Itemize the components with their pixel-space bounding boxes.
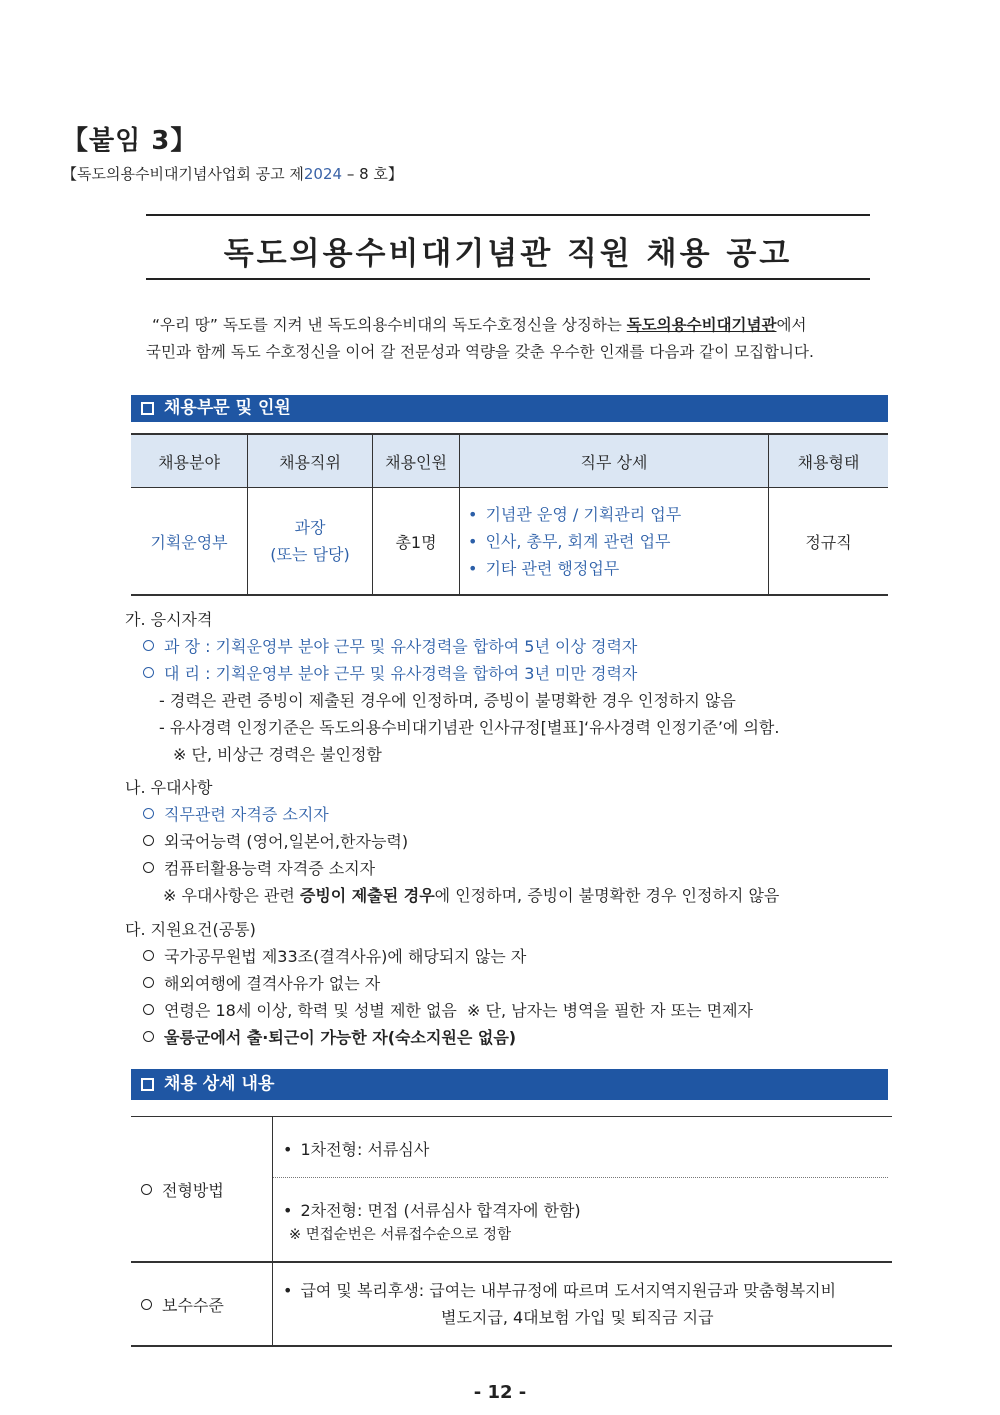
intro-paragraph: “우리 땅” 독도를 지켜 낸 독도의용수비대의 독도수호정신을 상징하는 독도의용수비대기념관에서 국민과 함께 독도 수호정신을 이어 갈 전문성과 역량을 갖춘 우수한 인재를 다음과 같이 모집합니다. <box>146 316 814 361</box>
checkbox-square-icon <box>141 1078 154 1091</box>
qualification-assistant: 대 리 : 기획운영부 분야 근무 및 유사경력을 합하여 3년 미만 경력자 <box>143 660 637 687</box>
section-details-header: 채용 상세 내용 <box>131 1069 888 1100</box>
table-row <box>131 488 888 596</box>
recruitment-table <box>131 433 888 596</box>
col-header-position: 채용직위 <box>248 434 373 488</box>
table-row <box>131 1262 892 1346</box>
label-process: 전형방법 <box>131 1117 273 1263</box>
checkbox-square-icon <box>141 402 154 415</box>
qualification-manager: 과 장 : 기획운영부 분야 근무 및 유사경력을 합하여 5년 이상 경력자 <box>143 633 637 660</box>
preferences-heading: 나. 우대사항 <box>125 778 213 797</box>
requirement-item-commute: 울릉군에서 출·퇴근이 가능한 자(숙소지원은 없음) <box>143 1024 516 1051</box>
col-header-count: 채용인원 <box>373 434 460 488</box>
cell-type: 정규직 <box>769 488 889 596</box>
title-rule-bottom <box>146 278 870 280</box>
cell-field: 기획운영부 <box>131 488 248 596</box>
cell-pay: • 급여 및 복리후생: 급여는 내부규정에 따르며 도서지역지원금과 맞춤형복지비 별도지급, 4대보험 가입 및 퇴직금 지급 <box>273 1262 893 1346</box>
requirement-item: 해외여행에 결격사유가 없는 자 <box>143 970 380 997</box>
table-row <box>131 1117 892 1263</box>
circle-bullet-icon <box>141 1184 152 1195</box>
col-header-type: 채용형태 <box>769 434 889 488</box>
qualification-note-1: - 경력은 관련 증빙이 제출된 경우에 인정하며, 증빙이 불명확한 경우 인정하지 않음 <box>159 691 736 710</box>
cell-count: 총1명 <box>373 488 460 596</box>
qualifications-heading: 가. 응시자격 <box>125 610 213 629</box>
circle-bullet-icon <box>143 950 154 961</box>
qualification-note-2: - 유사경력 인정기준은 독도의용수비대기념관 인사규정[별표]‘유사경력 인정기준’에 의함. <box>159 718 780 737</box>
page-number: - 12 - <box>473 1382 527 1403</box>
label-pay: 보수수준 <box>131 1262 273 1346</box>
circle-bullet-icon <box>143 835 154 846</box>
title-rule-top <box>146 214 870 216</box>
circle-bullet-icon <box>143 667 154 678</box>
details-table <box>131 1116 892 1347</box>
circle-bullet-icon <box>141 1299 152 1310</box>
circle-bullet-icon <box>143 862 154 873</box>
requirement-item: 연령은 18세 이상, 학력 및 성별 제한 없음 ※ 단, 남자는 병역을 필한 자 또는 면제자 <box>143 997 753 1024</box>
section-recruitment-header: 채용부문 및 인원 <box>131 395 888 422</box>
circle-bullet-icon <box>143 640 154 651</box>
cell-position: 과장 (또는 담당) <box>248 488 373 596</box>
preference-item: 외국어능력 (영어,일본어,한자능력) <box>143 828 408 855</box>
preference-item: 직무관련 자격증 소지자 <box>143 801 329 828</box>
preference-item: 컴퓨터활용능력 자격증 소지자 <box>143 855 375 882</box>
qualification-remark: ※ 단, 비상근 경력은 불인정함 <box>173 745 382 764</box>
circle-bullet-icon <box>143 1004 154 1015</box>
page-title: 독도의용수비대기념관 직원 채용 공고 <box>223 236 793 272</box>
requirement-item: 국가공무원법 제33조(결격사유)에 해당되지 않는 자 <box>143 943 526 970</box>
col-header-field: 채용분야 <box>131 434 248 488</box>
requirements-heading: 다. 지원요건(공통) <box>125 920 256 939</box>
cell-duties: • 기념관 운영 / 기획관리 업무 • 인사, 총무, 회계 관련 업무 • 기타 관련 행정업무 <box>460 488 769 596</box>
attachment-label: 【붙임 3】 <box>62 126 198 156</box>
circle-bullet-icon <box>143 1031 154 1042</box>
cell-process: • 1차전형: 서류심사 • 2차전형: 면접 (서류심사 합격자에 한함) ※ 면접순번은 서류접수순으로 정함 <box>273 1117 893 1263</box>
circle-bullet-icon <box>143 977 154 988</box>
notice-number: 【독도의용수비대기념사업회 공고 제2024 – 8 호】 <box>62 165 403 183</box>
preference-remark: ※ 우대사항은 관련 증빙이 제출된 경우에 인정하며, 증빙이 불명확한 경우 인정하지 않음 <box>163 886 780 905</box>
circle-bullet-icon <box>143 808 154 819</box>
col-header-duties: 직무 상세 <box>460 434 769 488</box>
